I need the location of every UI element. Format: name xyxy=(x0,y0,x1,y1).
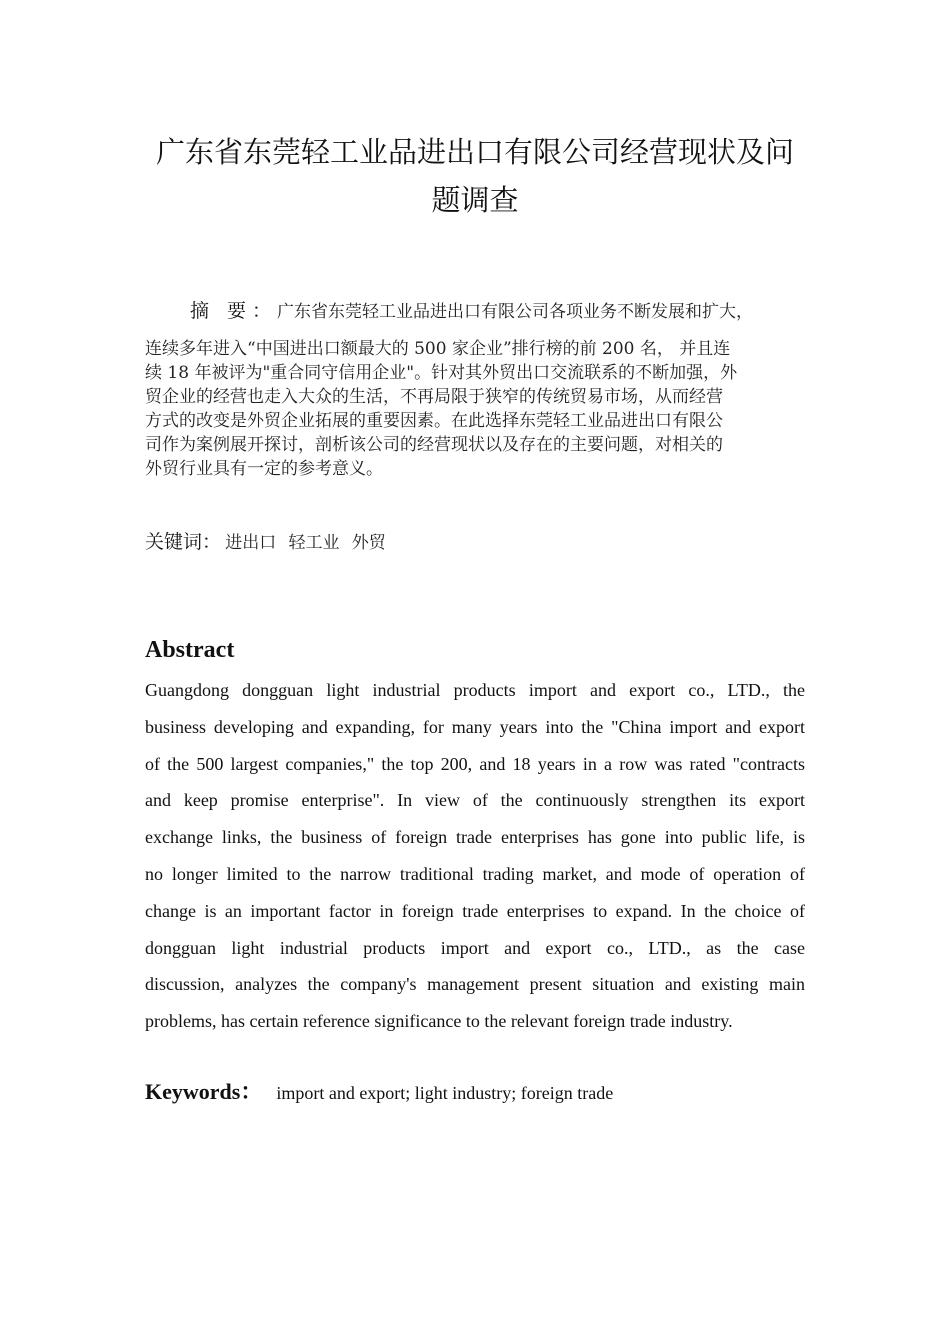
title-line-2: 题调查 xyxy=(431,183,519,217)
title-line-1: 广东省东莞轻工业品进出口有限公司经营现状及问 xyxy=(155,135,794,169)
english-keywords-label: Keywords： xyxy=(145,1079,263,1104)
page-title xyxy=(145,128,805,224)
chinese-keyword: 进出口 xyxy=(225,533,277,553)
english-abstract-line: Guangdong dongguan light industrial products import and export co., LTD., the xyxy=(145,680,805,700)
chinese-abstract-first-line xyxy=(145,298,805,325)
abstract-heading: Abstract xyxy=(145,637,235,663)
english-abstract-line: no longer limited to the narrow traditional trading market, and mode of operation of xyxy=(145,863,805,884)
chinese-keywords-label: 关键词： xyxy=(145,531,222,553)
chinese-abstract-line: 方式的改变是外贸企业拓展的重要因素。在此选择东莞轻工业品进出口有限公 xyxy=(145,411,723,431)
chinese-abstract-label: 摘 要： xyxy=(190,300,278,322)
chinese-abstract-line: 外贸行业具有一定的参考意义。 xyxy=(145,459,383,479)
chinese-keyword: 轻工业 xyxy=(288,533,340,553)
english-abstract-line: discussion, analyzes the company's management present situation and existing main xyxy=(145,974,805,995)
chinese-keyword: 外贸 xyxy=(351,533,386,553)
english-abstract-line: of the 500 largest companies," the top 200, and 18 years in a row was rated "contracts xyxy=(145,753,805,774)
chinese-abstract-line: 司作为案例展开探讨，剖析该公司的经营现状以及存在的主要问题，对相关的 xyxy=(145,435,723,455)
chinese-abstract xyxy=(145,298,805,481)
chinese-abstract-line: 广东省东莞轻工业品进出口有限公司各项业务不断发展和扩大， xyxy=(277,302,754,322)
chinese-abstract-line: 续 18 年被评为"重合同守信用企业"。针对其外贸出口交流联系的不断加强，外 xyxy=(145,363,738,383)
english-abstract-line: change is an important factor in foreign trade enterprises to expand. In the choice of xyxy=(145,900,805,921)
english-abstract-line: dongguan light industrial products import and export co., LTD., as the case xyxy=(145,937,805,958)
english-abstract xyxy=(145,672,805,1040)
english-abstract-line: problems, has certain reference significance to the relevant foreign trade industry. xyxy=(145,1011,733,1032)
chinese-keywords xyxy=(145,528,805,557)
chinese-abstract-line: 贸企业的经营也走入大众的生活，不再局限于狭窄的传统贸易市场，从而经营 xyxy=(145,387,723,407)
chinese-abstract-line: 连续多年进入“中国进出口额最大的 500 家企业”排行榜的前 200 名， 并且连 xyxy=(145,339,731,359)
english-abstract-line: business developing and expanding, for many years into the "China import and export xyxy=(145,716,805,737)
english-abstract-line: exchange links, the business of foreign trade enterprises has gone into public life, is xyxy=(145,827,805,848)
english-keywords-text: import and export; light industry; foreign trade xyxy=(276,1083,614,1103)
english-keywords xyxy=(145,1076,805,1111)
english-abstract-line: and keep promise enterprise". In view of the continuously strengthen its export xyxy=(145,790,805,811)
